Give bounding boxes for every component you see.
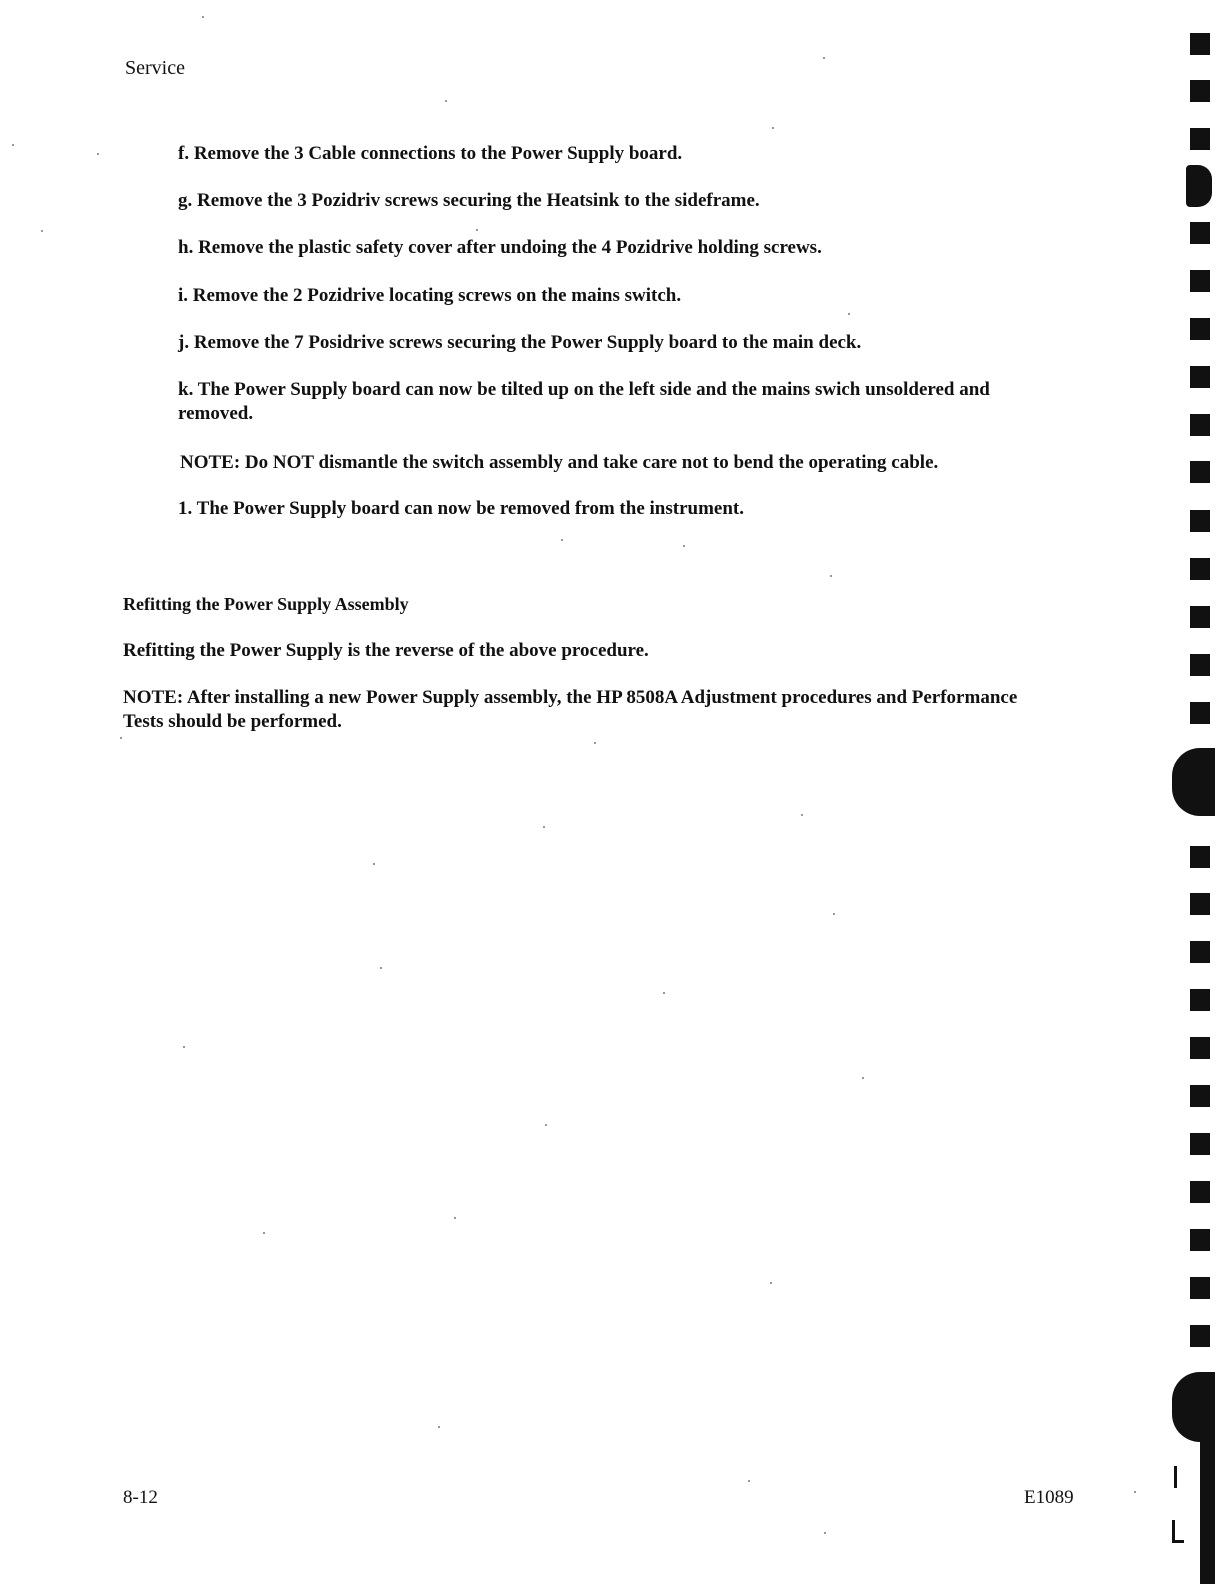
scan-speck (97, 153, 99, 155)
binding-hole (1190, 222, 1210, 244)
scan-speck (561, 539, 563, 541)
binding-holes (1186, 0, 1229, 1584)
scan-speck (41, 230, 43, 232)
binding-hole (1190, 33, 1210, 55)
switch-note: NOTE: Do NOT dismantle the switch assembly and take care not to bend the operating cable. (180, 452, 939, 473)
binding-hole (1190, 989, 1210, 1011)
binding-tab-mark (1186, 165, 1212, 207)
binding-hole (1190, 941, 1210, 963)
binding-hole (1190, 702, 1210, 724)
scan-speck (12, 144, 14, 146)
binding-hole (1190, 606, 1210, 628)
scan-speck (1134, 1491, 1136, 1493)
adjustment-note: NOTE: After installing a new Power Supply assembly, the HP 8508A Adjustment procedures and Performance Tests should be performed. (123, 687, 1018, 732)
step-f: f. Remove the 3 Cable connections to the Power Supply board. (178, 143, 683, 164)
binding-hole (1190, 654, 1210, 676)
scan-speck (663, 992, 665, 994)
binding-edge (1200, 1442, 1215, 1584)
scan-speck (202, 16, 204, 18)
binding-bracket (1174, 1466, 1177, 1488)
scan-speck (772, 127, 774, 129)
binding-hole (1190, 1181, 1210, 1203)
binding-hole (1190, 1133, 1210, 1155)
scan-speck (862, 1077, 864, 1079)
binding-hole (1190, 893, 1210, 915)
step-j: j. Remove the 7 Posidrive screws securing the Power Supply board to the main deck. (178, 332, 862, 353)
binding-hole (1190, 318, 1210, 340)
scan-speck (545, 1124, 547, 1126)
scan-speck (263, 1232, 265, 1234)
scan-speck (454, 1217, 456, 1219)
scan-speck (476, 229, 478, 231)
binding-hole (1190, 558, 1210, 580)
scan-speck (438, 1426, 440, 1428)
step-g: g. Remove the 3 Pozidriv screws securing the Heatsink to the sideframe. (178, 190, 760, 211)
scan-speck (543, 826, 545, 828)
scan-speck (748, 1480, 750, 1482)
binding-hole (1190, 270, 1210, 292)
binding-hole (1190, 414, 1210, 436)
scan-speck (848, 313, 850, 315)
step-k: k. The Power Supply board can now be tilted up on the left side and the mains swich unsoldered and removed. (178, 379, 990, 424)
binding-hole (1190, 846, 1210, 868)
binding-hole (1190, 80, 1210, 102)
scan-speck (594, 742, 596, 744)
scan-speck (770, 1282, 772, 1284)
binding-bracket (1172, 1520, 1175, 1542)
scan-speck (183, 1046, 185, 1048)
binding-tab-mark (1172, 748, 1215, 816)
page-header: Service (125, 57, 185, 79)
page-number: 8-12 (123, 1487, 158, 1508)
binding-tab-mark (1172, 1372, 1215, 1442)
step-l: 1. The Power Supply board can now be removed from the instrument. (178, 498, 744, 519)
step-h: h. Remove the plastic safety cover after undoing the 4 Pozidrive holding screws. (178, 237, 822, 258)
binding-hole (1190, 128, 1210, 150)
document-code: E1089 (1024, 1487, 1074, 1508)
binding-hole (1190, 1229, 1210, 1251)
scan-speck (120, 737, 122, 739)
binding-hole (1190, 510, 1210, 532)
scan-speck (373, 863, 375, 865)
binding-hole (1190, 1085, 1210, 1107)
scan-speck (823, 57, 825, 59)
scan-speck (445, 100, 447, 102)
binding-hole (1190, 461, 1210, 483)
step-i: i. Remove the 2 Pozidrive locating screws on the mains switch. (178, 285, 682, 306)
binding-hole (1190, 1277, 1210, 1299)
scan-speck (801, 814, 803, 816)
binding-hole (1190, 1037, 1210, 1059)
scan-speck (380, 967, 382, 969)
binding-hole (1190, 1325, 1210, 1347)
binding-bracket (1172, 1540, 1184, 1543)
scan-speck (683, 545, 685, 547)
scan-speck (824, 1532, 826, 1534)
scan-speck (833, 913, 835, 915)
section-heading: Refitting the Power Supply Assembly (123, 594, 409, 614)
scan-speck (830, 575, 832, 577)
refit-paragraph: Refitting the Power Supply is the reverse of the above procedure. (123, 640, 649, 661)
binding-hole (1190, 366, 1210, 388)
